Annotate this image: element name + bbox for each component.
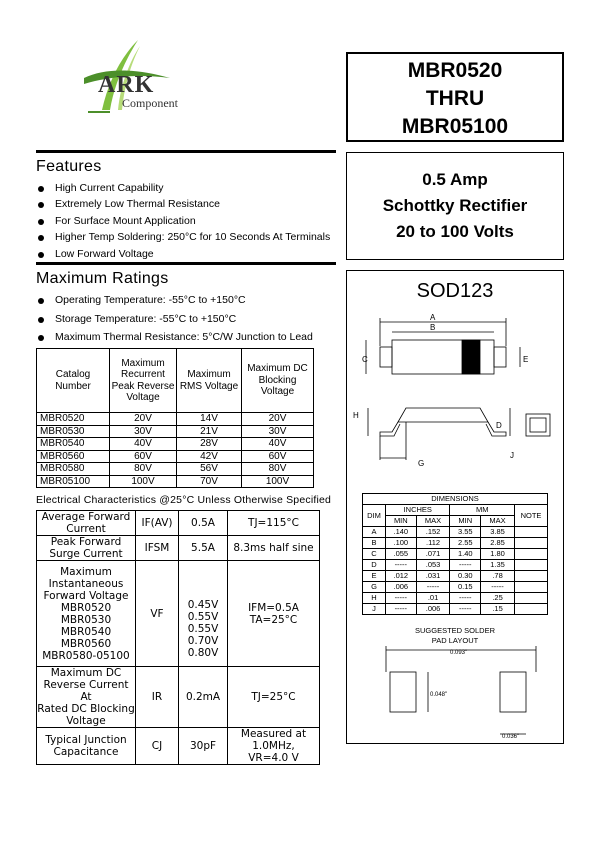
col-header: Maximum Recurrent Peak Reverse Voltage bbox=[110, 349, 177, 413]
title-line-3: MBR05100 bbox=[401, 115, 509, 138]
product-description bbox=[346, 152, 564, 260]
max-ratings-heading: Maximum Ratings bbox=[36, 270, 169, 287]
solder-pad-drawing bbox=[376, 644, 546, 740]
table-row: E .012 .031 0.30 .78 bbox=[363, 571, 548, 582]
table-row: H ----- .01 ----- .25 bbox=[363, 593, 548, 604]
ratings-table bbox=[36, 348, 314, 488]
col-header: Maximum RMS Voltage bbox=[177, 349, 242, 413]
table-row: MBR05100 100V 70V 100V bbox=[37, 475, 314, 488]
dim-label-d: D bbox=[496, 421, 502, 430]
electrical-heading: Electrical Characteristics @25°C Unless Otherwise Specified bbox=[36, 494, 332, 506]
dim-label-c: C bbox=[362, 355, 368, 364]
electrical-table bbox=[36, 510, 320, 765]
title-line-1: MBR0520 bbox=[407, 59, 503, 82]
pad-dim-1: 0.093" bbox=[450, 650, 468, 656]
package-outline-drawing bbox=[350, 310, 560, 480]
package-name: SOD123 bbox=[416, 280, 494, 302]
table-row: MBR0520 20V 14V 20V bbox=[37, 413, 314, 426]
table-row: MBR0580 80V 56V 80V bbox=[37, 463, 314, 476]
dim-label-h: H bbox=[353, 411, 359, 420]
table-row: MBR0530 30V 21V 30V bbox=[37, 425, 314, 438]
table-header-row: DIM INCHES MM NOTE bbox=[363, 505, 548, 516]
table-row: MBR0540 40V 28V 40V bbox=[37, 438, 314, 451]
desc-line-1: 0.5 Amp bbox=[422, 170, 488, 189]
dim-label-a: A bbox=[430, 313, 436, 322]
table-row: MBR0560 60V 42V 60V bbox=[37, 450, 314, 463]
part-number-title bbox=[346, 52, 564, 142]
col-header: Maximum DC Blocking Voltage bbox=[242, 349, 314, 413]
table-row: G .006 ----- 0.15 ----- bbox=[363, 582, 548, 593]
table-header-row: DIMENSIONS bbox=[363, 494, 548, 505]
table-row: D ----- .053 ----- 1.35 bbox=[363, 560, 548, 571]
dim-label-j: J bbox=[510, 451, 514, 460]
table-row: A .140 .152 3.55 3.85 bbox=[363, 527, 548, 538]
table-header-row: MIN MAX MIN MAX bbox=[363, 516, 548, 527]
dim-label-e: E bbox=[523, 355, 529, 364]
dim-label-b: B bbox=[430, 323, 436, 332]
pad-dim-3: 0.036" bbox=[502, 734, 520, 740]
desc-line-2: Schottky Rectifier bbox=[382, 196, 528, 215]
desc-line-3: 20 to 100 Volts bbox=[396, 222, 514, 241]
table-row: J ----- .006 ----- .15 bbox=[363, 604, 548, 615]
table-row: Average Forward Current IF(AV) 0.5A TJ=115°C bbox=[37, 511, 320, 536]
table-row: C .055 .071 1.40 1.80 bbox=[363, 549, 548, 560]
dimensions-table bbox=[362, 493, 548, 615]
divider bbox=[36, 150, 336, 153]
logo-subtitle: Component bbox=[122, 96, 178, 110]
features-heading: Features bbox=[36, 158, 102, 175]
table-header-row bbox=[37, 349, 314, 413]
pad-dim-2: 0.048" bbox=[430, 692, 448, 698]
logo bbox=[80, 38, 200, 128]
divider bbox=[36, 262, 336, 265]
table-row: Typical Junction Capacitance CJ 30pF Measured at 1.0MHz, VR=4.0 V bbox=[37, 728, 320, 765]
col-header: Catalog Number bbox=[37, 349, 110, 413]
table-row: Maximum DC Reverse Current At Rated DC Blocking Voltage IR 0.2mA TJ=25°C bbox=[37, 667, 320, 728]
table-row: B .100 .112 2.55 2.85 bbox=[363, 538, 548, 549]
table-row: Peak Forward Surge Current IFSM 5.5A 8.3ms half sine bbox=[37, 536, 320, 561]
solder-pad-title: SUGGESTED SOLDER PAD LAYOUT bbox=[414, 626, 496, 645]
table-row: Maximum Instantaneous Forward Voltage MBR0520 MBR0530 MBR0540 MBR0560 MBR0580-05100 VF 0.45V 0.55V 0.55V 0.70V 0.80V IFM=0.5A TA=25°C bbox=[37, 561, 320, 667]
logo-name: ARK bbox=[98, 72, 155, 98]
title-line-2: THRU bbox=[425, 87, 485, 110]
dim-label-g: G bbox=[418, 459, 425, 468]
